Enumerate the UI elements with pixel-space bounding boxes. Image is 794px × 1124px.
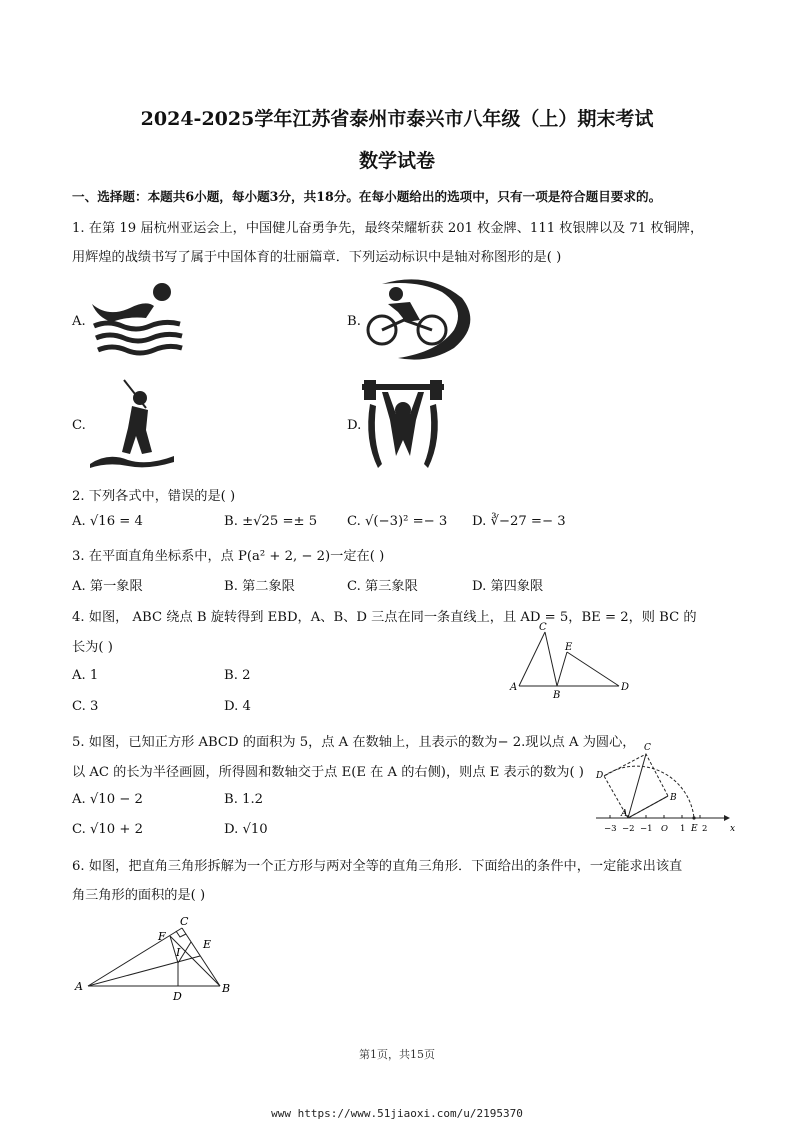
- q6-label-a: A: [75, 980, 83, 993]
- q4-option-b: B. 2: [224, 668, 251, 683]
- q5-tick-neg3: −3: [604, 824, 617, 834]
- q3-option-d: D. 第四象限: [472, 579, 544, 594]
- swimmer-icon: [88, 278, 188, 362]
- q5-option-a: A. √10 − 2: [72, 792, 143, 807]
- q4-label-d: D: [621, 682, 630, 693]
- q3-option-c: C. 第三象限: [347, 579, 418, 594]
- q4-label-a: A: [510, 682, 518, 693]
- q5-label-d: D: [596, 771, 604, 781]
- exam-title: 2024-2025学年江苏省泰州市泰兴市八年级（上）期末考试: [140, 108, 654, 130]
- q5-tick-neg1: −1: [640, 824, 653, 834]
- q4-label-b: B: [553, 690, 561, 701]
- q1-option-b-label: B.: [347, 314, 361, 329]
- q2-option-c: C. √(−3)² =− 3: [347, 514, 448, 529]
- q5-stem-line2: 以 AC 的长为半径画圆，所得圆和数轴交于点 E(E 在 A 的右侧)，则点 E 表示的数为( ): [72, 765, 584, 780]
- q6-stem-line1: 6. 如图，把直角三角形拆解为一个正方形与两对全等的直角三角形．下面给出的条件中，一定能求出该直: [72, 859, 683, 874]
- q5-label-x: x: [730, 824, 736, 834]
- q1-stem-line1: 1. 在第 19 届杭州亚运会上，中国健儿奋勇争先，最终荣耀斩获 201 枚金牌、111 枚银牌以及 71 枚铜牌，: [72, 221, 704, 236]
- q6-label-i: I: [176, 946, 181, 959]
- q5-tick-origin: O: [661, 824, 668, 834]
- q4-label-e: E: [565, 642, 573, 653]
- q4-option-c: C. 3: [72, 699, 99, 714]
- q4-triangle-figure: [505, 620, 633, 702]
- q5-tick-2: 2: [702, 824, 708, 834]
- q6-triangle-figure: [70, 910, 240, 1006]
- q5-label-a: A: [621, 809, 628, 819]
- q4-option-a: A. 1: [72, 668, 99, 683]
- q6-stem-line2: 角三角形的面积的是( ): [72, 888, 206, 903]
- q2-option-d: D. ∛−27 =− 3: [472, 514, 566, 529]
- q5-stem-line1: 5. 如图，已知正方形 ABCD 的面积为 5，点 A 在数轴上，且表示的数为− 2.现以点 A 为圆心，: [72, 735, 636, 750]
- q2-option-a: A. √16 = 4: [72, 514, 143, 529]
- q3-option-a: A. 第一象限: [72, 579, 143, 594]
- page-footer: 第1页，共15页: [359, 1048, 435, 1061]
- q5-label-e: E: [691, 824, 698, 834]
- q1-option-d-label: D.: [347, 418, 362, 433]
- q5-label-b: B: [670, 793, 677, 803]
- q2-stem: 2. 下列各式中，错误的是( ): [72, 489, 236, 504]
- q4-option-d: D. 4: [224, 699, 251, 714]
- q6-label-e: E: [203, 938, 212, 951]
- q4-stem-line1: 4. 如图， ABC 绕点 B 旋转得到 EBD，A、B、D 三点在同一条直线上，且 AD = 5，BE = 2，则 BC 的: [72, 610, 697, 625]
- q3-stem: 3. 在平面直角坐标系中，点 P(a² + 2, − 2)一定在( ): [72, 549, 385, 564]
- source-url[interactable]: www https://www.51jiaoxi.com/u/2195370: [271, 1107, 523, 1120]
- weightlifter-icon: [360, 380, 446, 476]
- q1-option-c-label: C.: [72, 418, 86, 433]
- q4-stem-line2: 长为( ): [72, 640, 113, 655]
- q2-option-b: B. ±√25 =± 5: [224, 514, 318, 529]
- golfer-icon: [88, 376, 178, 470]
- q5-option-d: D. √10: [224, 822, 268, 837]
- q6-label-b: B: [222, 982, 231, 995]
- section-heading: 一、选择题：本题共6小题，每小题3分，共18分。在每小题给出的选项中，只有一项是符合题目要求的。: [72, 189, 662, 204]
- q6-label-d: D: [173, 990, 182, 1003]
- q5-numberline-figure: [590, 736, 736, 836]
- q5-tick-1: 1: [680, 824, 686, 834]
- q4-label-c: C: [539, 622, 547, 633]
- q6-label-c: C: [180, 915, 189, 928]
- cyclist-icon: [358, 274, 478, 364]
- q1-stem-line2: 用辉煌的战绩书写了属于中国体育的壮丽篇章．下列运动标识中是轴对称图形的是( ): [72, 250, 562, 265]
- q5-label-c: C: [644, 743, 651, 753]
- q5-tick-neg2: −2: [622, 824, 635, 834]
- q3-option-b: B. 第二象限: [224, 579, 295, 594]
- q1-option-a-label: A.: [72, 314, 86, 329]
- exam-subtitle: 数学试卷: [358, 150, 435, 172]
- q5-option-b: B. 1.2: [224, 792, 264, 807]
- q6-label-f: F: [158, 930, 166, 943]
- q5-option-c: C. √10 + 2: [72, 822, 144, 837]
